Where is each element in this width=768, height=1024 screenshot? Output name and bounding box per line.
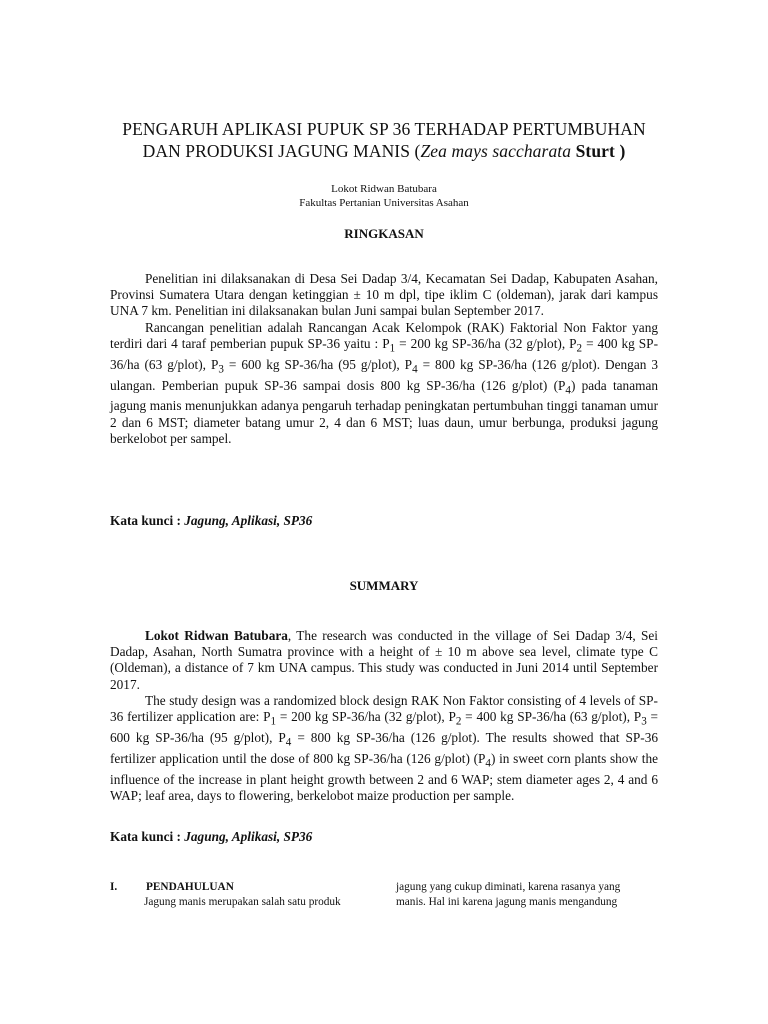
subscript: 4 <box>412 363 418 376</box>
section-title: PENDAHULUAN <box>146 881 234 893</box>
scientific-name: Zea mays saccharata <box>420 141 572 161</box>
left-column <box>110 880 380 910</box>
right-column-line-2: manis. Hal ini karena jagung manis mengandung <box>396 896 618 908</box>
keywords-line-1 <box>110 513 312 529</box>
subscript: 3 <box>641 715 647 728</box>
summary-heading: SUMMARY <box>349 578 419 593</box>
text-run: ) in sweet corn plants show the influence of the increase in plant height growth between 2 and 6 WAP; stem diameter ages 2, 4 and 6 WAP; leaf area, days to flowering, berkelobot maize production per sample. <box>110 750 658 803</box>
text-run: The study design was a randomized block design RAK Non Faktor consisting of 4 levels of SP-36 fertilizer application are: P <box>110 692 658 725</box>
title-line-2 <box>96 140 672 162</box>
title-line-2-prefix: DAN PRODUKSI JAGUNG MANIS ( <box>142 141 421 161</box>
keywords-label: Kata kunci : <box>110 829 185 844</box>
ringkasan-paragraph-2 <box>110 320 658 447</box>
section-number: I. <box>110 881 118 893</box>
subscript: 2 <box>576 342 583 355</box>
subscript: 2 <box>455 715 462 728</box>
title-line-1: PENGARUH APLIKASI PUPUK SP 36 TERHADAP PERTUMBUHAN <box>122 119 646 139</box>
text-run: = 200 kg SP-36/ha (32 g/plot), P <box>395 335 577 351</box>
text-run: , The research was conducted in the village of Sei Dadap 3/4, Sei Dadap, Asahan, North Sumatra province with a height of ± 10 m above sea level, climate type C (Oldeman), a distance of 7 km UNA campus. This study was conducted in Juni 2014 until September 2017. <box>110 628 658 692</box>
text-run: = 600 kg SP-36/ha (95 g/plot), P <box>110 709 659 745</box>
text-run: = 800 kg SP-36/ha (126 g/plot). The results showed that SP-36 fertilizer application until the dose of 800 kg SP-36/ha (126 g/plot) (P <box>110 729 658 766</box>
subscript: 1 <box>389 342 396 355</box>
author-affiliation: Fakultas Pertanian Universitas Asahan <box>299 197 469 209</box>
right-column <box>396 880 658 910</box>
author-name: Lokot Ridwan Batubara <box>331 183 437 195</box>
summary-paragraph-1 <box>110 628 658 693</box>
keywords-label: Kata kunci : <box>110 513 185 528</box>
keywords-terms: Jagung, Aplikasi, SP36 <box>184 513 313 528</box>
ringkasan-heading: RINGKASAN <box>344 226 424 241</box>
ringkasan-body <box>110 271 658 447</box>
keywords-line-2 <box>110 829 312 845</box>
right-column-line-1: jagung yang cukup diminati, karena rasanya yang <box>396 881 621 893</box>
text-run: = 200 kg SP-36/ha (32 g/plot), P <box>276 709 456 725</box>
text-run: = 800 kg SP-36/ha (126 g/plot). Dengan 3 ulangan. Pemberian pupuk SP-36 sampai dosis 800 kg SP-36/ha (126 g/plot) (P <box>110 356 658 393</box>
author-block <box>96 182 672 210</box>
left-column-text: Jagung manis merupakan salah satu produk <box>144 896 341 908</box>
subscript: 3 <box>218 363 224 376</box>
text-run: ) pada tanaman jagung manis menunjukkan adanya pengaruh terhadap peningkatan pertumbuhan tinggi tanaman umur 2 dan 6 MST; diameter batang umur 2, 4 dan 6 MST; luas daun, umur berbunga, produksi jagung berkelobot per sampel. <box>110 377 658 446</box>
text-run: Rancangan penelitian adalah Rancangan Acak Kelompok (RAK) Faktorial Non Faktor yang terdiri dari 4 taraf pemberian pupuk SP-36 yaitu : P <box>110 319 658 351</box>
text-run: = 400 kg SP-36/ha (63 g/plot), P <box>110 335 659 372</box>
paper-title <box>96 118 672 162</box>
subscript: 4 <box>565 384 571 397</box>
subscript: 4 <box>485 757 491 770</box>
text-run: = 400 kg SP-36/ha (63 g/plot), P <box>461 709 642 725</box>
summary-body <box>110 628 658 804</box>
section-heading-pendahuluan <box>110 880 380 895</box>
title-line-2-suffix: Sturt ) <box>571 141 626 161</box>
text-run: = 600 kg SP-36/ha (95 g/plot), P <box>223 356 413 372</box>
author-name-bold: Lokot Ridwan Batubara <box>145 628 288 643</box>
summary-paragraph-2 <box>110 693 658 804</box>
subscript: 1 <box>270 715 277 728</box>
subscript: 4 <box>285 736 292 749</box>
ringkasan-paragraph-1: Penelitian ini dilaksanakan di Desa Sei Dadap 3/4, Kecamatan Sei Dadap, Kabupaten Asahan, Provinsi Sumatera Utara dengan ketinggian ± 10 m dpl, tipe iklim C (oldeman), jarak dari kampus UNA 7 km. Penelitian ini dilaksanakan bulan Juni sampai bulan September 2017. <box>110 271 658 319</box>
keywords-terms: Jagung, Aplikasi, SP36 <box>184 829 313 844</box>
